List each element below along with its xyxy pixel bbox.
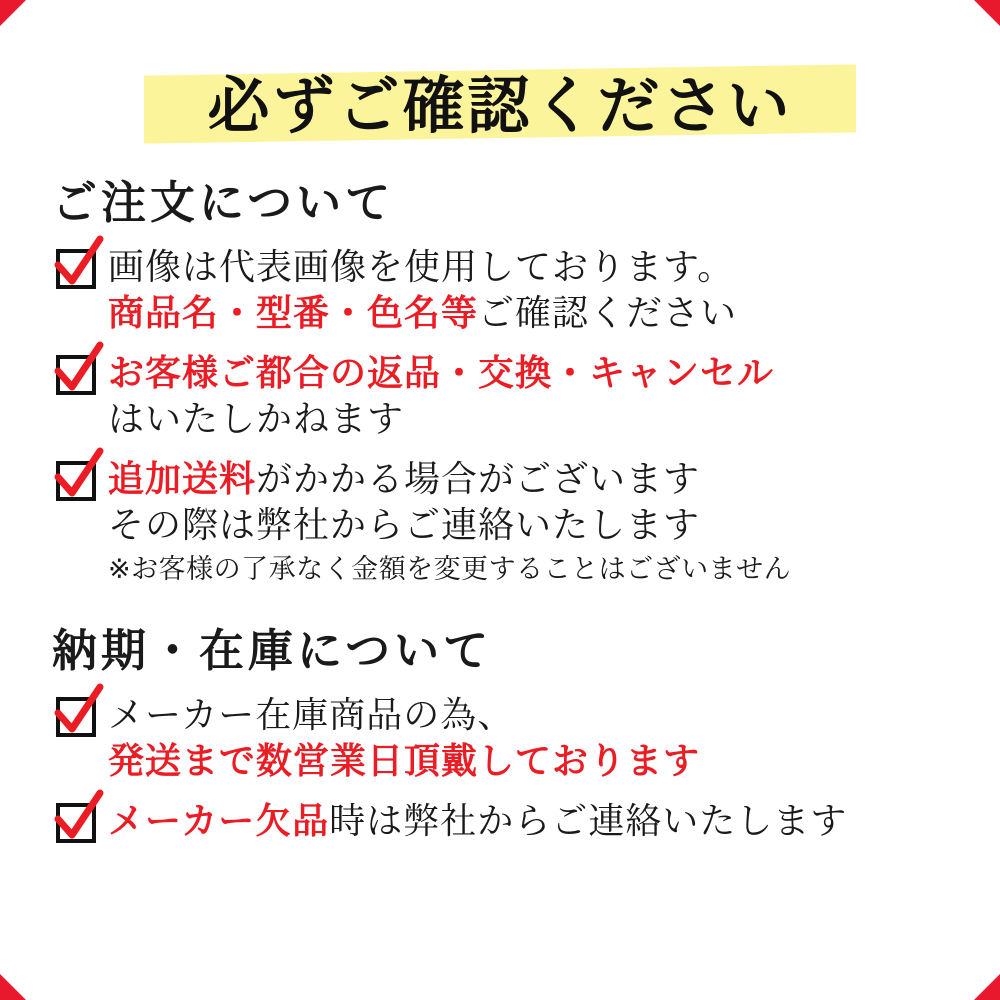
list-item [48, 245, 956, 337]
corner-decoration-top-right [974, 0, 1000, 26]
plain-text: ご確認ください [478, 293, 738, 335]
checkmark-icon [56, 355, 96, 395]
list-item-line: はいたしかねます [108, 399, 405, 441]
list-item-line [108, 799, 956, 845]
plain-text: 時は弊社からご連絡いたします [329, 801, 848, 843]
checkmark-icon [56, 803, 96, 843]
emphasis-text: メーカー欠品 [108, 801, 330, 843]
list-item-text [108, 351, 956, 443]
list-item-line: 発送まで数営業日頂戴しております [108, 741, 701, 783]
list-item-line: その際は弊社からご連絡いたします [108, 505, 701, 547]
list-item-line: お客様ご都合の返品・交換・キャンセル [108, 353, 775, 395]
emphasis-text: 追加送料 [108, 459, 257, 501]
corner-decoration-top-left [0, 0, 26, 26]
list-item [48, 351, 956, 443]
checkmark-icon [56, 249, 96, 289]
checkmark-icon [56, 697, 96, 737]
checkmark-icon [56, 461, 96, 501]
list-item-text [108, 693, 956, 785]
list-item [48, 693, 956, 785]
corner-decoration-bottom-left [0, 974, 26, 1000]
list-item-line: メーカー在庫商品の為、 [108, 695, 515, 737]
plain-text: がかかる場合がございます [256, 459, 701, 501]
list-item-line: 画像は代表画像を使用しております。 [108, 247, 735, 288]
list-item-text [108, 245, 956, 337]
list-item-note: ※お客様の了承なく金額を変更することはございません [108, 554, 792, 586]
list-item [48, 457, 956, 588]
emphasis-text: 商品名・型番・色名等 [108, 293, 479, 335]
list-item-text [108, 799, 956, 845]
section-heading-orders: ご注文について [52, 176, 395, 229]
list-item-line [108, 457, 956, 503]
section-heading-delivery: 納期・在庫について [52, 624, 493, 678]
list-item-line [108, 291, 956, 337]
page-title [44, 48, 956, 152]
list-item-text [108, 457, 956, 588]
corner-decoration-bottom-right [974, 974, 1000, 1000]
page-title-text: 必ずご確認ください [207, 68, 793, 142]
list-item [48, 799, 956, 845]
